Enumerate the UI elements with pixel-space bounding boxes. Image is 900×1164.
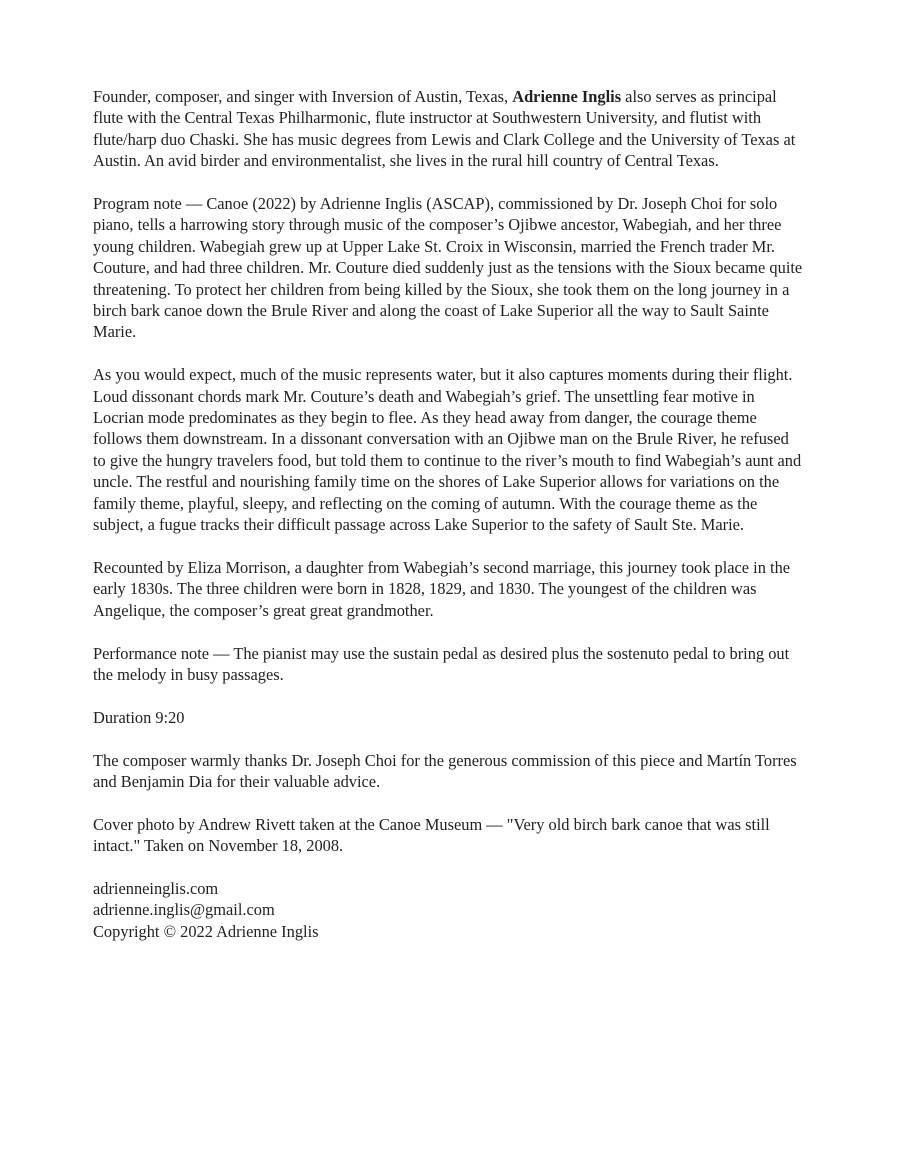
website-text: adrienneinglis.com (93, 878, 219, 898)
program-note-paragraph: Program note — Canoe (2022) by Adrienne Inglis (ASCAP), commissioned by Dr. Joseph Choi for solo piano, tells a harrowing story through music of the composer’s Ojibwe ancestor, Wabegiah, and her three young children. Wabegiah grew up at Upper Lake St. Croix in Wisconsin, married the French trader Mr. Couture, and had three children. Mr. Couture died suddenly just as the tensions with the Sioux became quite threatening. To protect her children from being killed by the Sioux, she took them on the long journey in a birch bark canoe down the Brule River and along the coast of Lake Superior all the way to Sault Sainte Marie. (93, 194, 803, 342)
cover-photo-credit: Cover photo by Andrew Rivett taken at the Canoe Museum — "Very old birch bark canoe that was still intact." Taken on November 18, 2008. (93, 814, 770, 856)
duration-line: Duration 9:20 (93, 707, 185, 727)
document-page (93, 86, 805, 942)
composer-name: Adrienne Inglis (512, 87, 622, 106)
bio-text-end: also serves as principal flute with the Central Texas Philharmonic, flute instructor at Southwestern University, and flutist with flute/harp duo Chaski. She has music degrees from Lewis and Clark College and the University of Texas at Austin. An avid birder and environmentalist, she lives in the rural hill country of Central Texas. (93, 87, 796, 171)
music-description-paragraph: As you would expect, much of the music represents water, but it also captures moments during their flight. Loud dissonant chords mark Mr. Couture’s death and Wabegiah’s grief. The unsettling fear motive in Locrian mode predominates as they begin to flee. As they head away from danger, the courage theme follows them downstream. In a dissonant conversation with an Ojibwe man on the Brule River, he refused to give the hungry travelers food, but told them to continue to the river’s mouth to find Wabegiah’s aunt and uncle. The restful and nourishing family time on the shores of Lake Superior allows for variations on the family theme, playful, sleepy, and reflecting on the coming of autumn. With the courage theme as the subject, a fugue tracks their difficult passage across Lake Superior to the safety of Sault Ste. Marie. (93, 365, 802, 535)
copyright-line: Copyright © 2022 Adrienne Inglis (93, 921, 319, 941)
acknowledgment-paragraph: The composer warmly thanks Dr. Joseph Choi for the generous commission of this piece and Martín Torres and Benjamin Dia for their valuable advice. (93, 750, 797, 791)
history-paragraph: Recounted by Eliza Morrison, a daughter from Wabegiah’s second marriage, this journey took place in the early 1830s. The three children were born in 1828, 1829, and 1830. The youngest of the children was Angelique, the composer’s great great grandmother. (93, 557, 791, 620)
email-text: adrienne.inglis@gmail.com (93, 900, 275, 920)
performance-note-paragraph: Performance note — The pianist may use the sustain pedal as desired plus the sostenuto pedal to bring out the melody in busy passages. (93, 643, 790, 684)
bio-paragraph (93, 86, 805, 172)
bio-text-start: Founder, composer, and singer with Inversion of Austin, Texas, (93, 87, 513, 106)
